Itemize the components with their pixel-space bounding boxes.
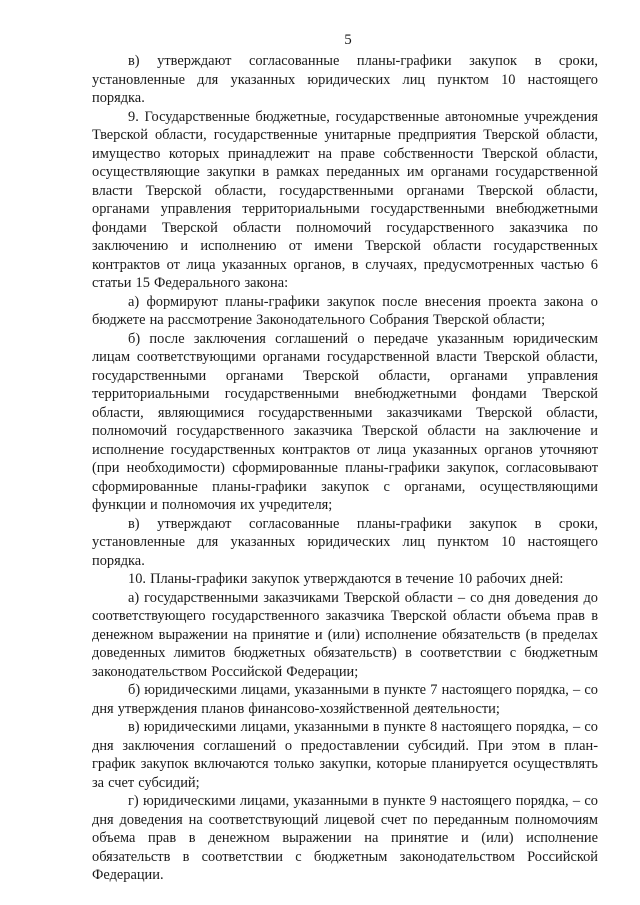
paragraph-10a: а) государственными заказчиками Тверской области – со дня доведения до соответствующего государственного заказчика Тверской области объема прав в денежном выражении на принятие и (или) исполнение обязательств (в пределах доведенных лимитов бюджетных обязательств) в соответствии с бюджетным законодательством Российской Федерации; xyxy=(92,589,598,680)
paragraph-8v: в) утверждают согласованные планы-графики закупок в сроки, установленные для указанных юридических лиц пунктом 10 настоящего порядка. xyxy=(92,53,598,106)
page-number: 5 xyxy=(344,32,352,48)
paragraph-10g: г) юридическими лицами, указанными в пункте 9 настоящего порядка, – со дня доведения на соответствующий лицевой счет по переданным полномочиям объема прав в денежном выражении на принятие и (или) исполнение обязательств в соответствии с бюджетным законодательством Российской Федерации. xyxy=(92,793,598,883)
document-page xyxy=(92,30,598,885)
paragraph-9v: в) утверждают согласованные планы-графики закупок в сроки, установленные для указанных юридических лиц пунктом 10 настоящего порядка. xyxy=(92,515,598,569)
paragraph-9b: б) после заключения соглашений о передаче указанным юридическим лицам соответствующими органами государственной власти Тверской области, государственными органами Тверской области, органами управления территориальными государственными внебюджетными фондами Тверской области, являющимися государственными заказчиками Тверской области, полномочий государственного заказчика Тверской области на заключение и исполнение государственных контрактов от лица указанных органов уточняют (при необходимости) сформированные планы-графики закупок, согласовывают сформированные планы-графики закупок с органами, осуществляющими функции и полномочия их учредителя; xyxy=(92,330,598,513)
paragraph-9: 9. Государственные бюджетные, государственные автономные учреждения Тверской области, государственные унитарные предприятия Тверской области, имущество которых принадлежит на праве собственности Тверской области, осуществляющие закупки в рамках переданных им органами государственной власти Тверской области, государственными органами Тверской области, органами управления территориальными государственными внебюджетными фондами Тверской области полномочий государственного заказчика по заключению и исполнению от имени Тверской области государственных контрактов от лица указанных органов, в случаях, предусмотренных частью 6 статьи 15 Федерального закона: xyxy=(92,108,598,291)
paragraph-10: 10. Планы-графики закупок утверждаются в течение 10 рабочих дней: xyxy=(128,571,564,587)
paragraph-10b: б) юридическими лицами, указанными в пункте 7 настоящего порядка, – со дня утверждения планов финансово-хозяйственной деятельности; xyxy=(92,682,598,717)
paragraph-9a: а) формируют планы-графики закупок после внесения проекта закона о бюджете на рассмотрение Законодательного Собрания Тверской области; xyxy=(92,293,598,328)
paragraph-10v: в) юридическими лицами, указанными в пункте 8 настоящего порядка, – со дня заключения соглашений о предоставлении субсидий. При этом в план-график закупок включаются только закупки, которые планируется осуществлять за счет субсидий; xyxy=(92,719,598,791)
